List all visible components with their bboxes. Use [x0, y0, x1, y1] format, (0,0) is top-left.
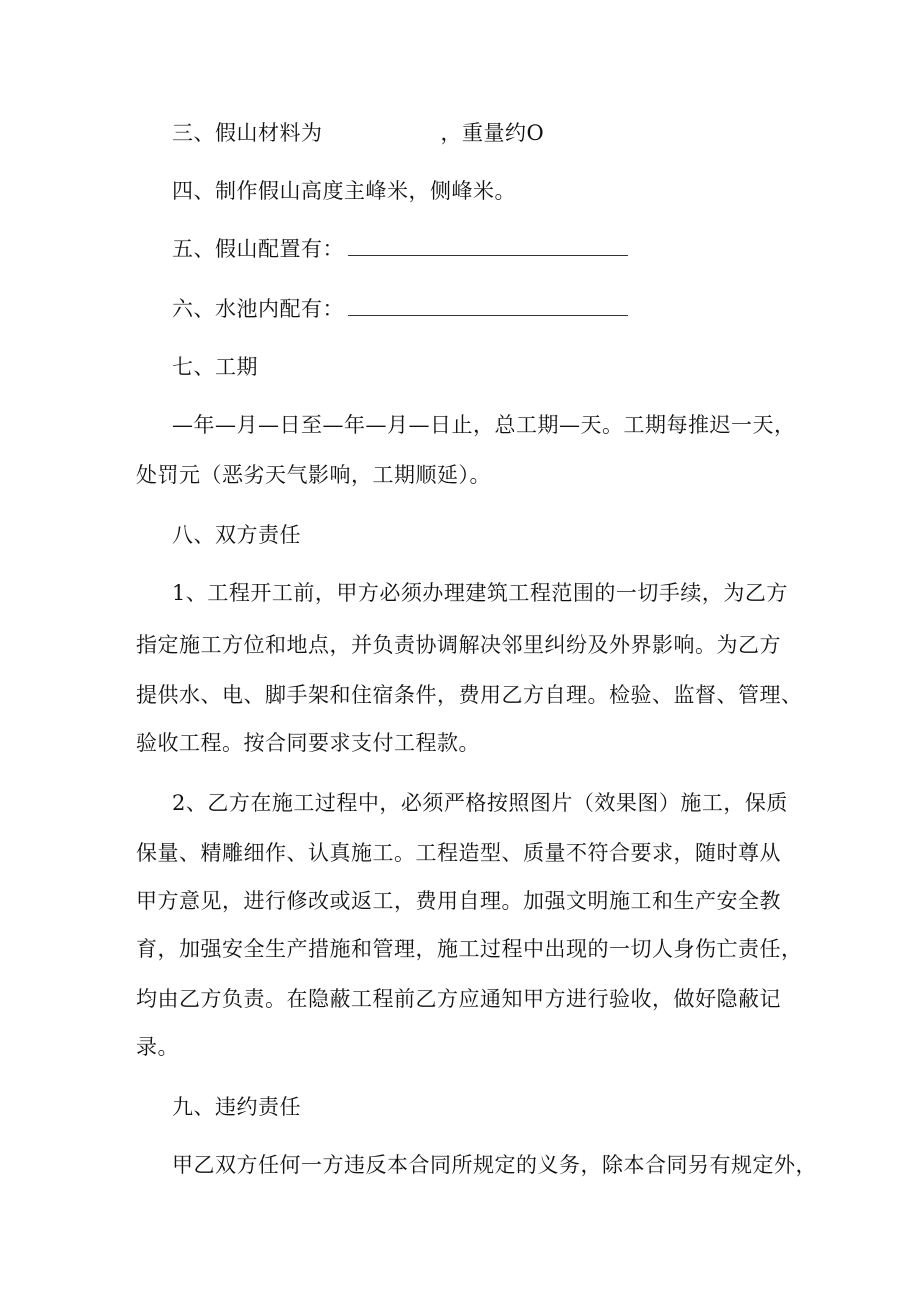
clause-2-line: 均由乙方负责。在隐蔽工程前乙方应通知甲方进行验收，做好隐蔽记 [136, 987, 781, 1011]
item-3-material [172, 120, 544, 146]
item-5-blank-line [348, 239, 628, 256]
item-7-line-2: 处罚元（恶劣天气影响，工期顺延）。 [136, 463, 491, 487]
item-5-label: 五、假山配置有： [172, 237, 344, 261]
item-6-blank-line [348, 299, 628, 316]
clause-2-line: 录。 [136, 1035, 179, 1059]
item-5-config [172, 236, 628, 262]
clause-2-line: 甲方意见，进行修改或返工，费用自理。加强文明施工和生产安全教 [136, 889, 781, 913]
item-9-line-1: 甲乙双方任何一方违反本合同所规定的义务，除本合同另有规定外， [172, 1153, 817, 1177]
clause-1-line: 指定施工方位和地点，并负责协调解决邻里纠纷及外界影响。为乙方 [136, 633, 781, 657]
item-6-pool [172, 296, 628, 322]
item-6-label: 六、水池内配有： [172, 297, 344, 321]
item-7-line-1: —年—月—日至—年—月—日止，总工期—天。工期每推迟一天， [172, 413, 796, 437]
item-4-height: 四、制作假山高度主峰米，侧峰米。 [172, 179, 516, 203]
item-3-suffix: ，重量约O [440, 121, 545, 145]
clause-2-line: 2、乙方在施工过程中，必须严格按照图片（效果图）施工，保质 [172, 791, 788, 815]
clause-1-line: 1、工程开工前，甲方必须办理建筑工程范围的一切手续，为乙方 [172, 581, 788, 605]
item-9-heading: 九、违约责任 [172, 1095, 301, 1119]
clause-2-line: 保量、精雕细作、认真施工。工程造型、质量不符合要求，随时尊从 [136, 841, 781, 865]
clause-1-line: 验收工程。按合同要求支付工程款。 [136, 731, 480, 755]
clause-1-line: 提供水、电、脚手架和住宿条件，费用乙方自理。检验、监督、管理、 [136, 683, 803, 707]
item-8-heading: 八、双方责任 [172, 523, 301, 547]
clause-2-line: 育，加强安全生产措施和管理，施工过程中出现的一切人身伤亡责任， [136, 937, 803, 961]
item-7-heading: 七、工期 [172, 355, 258, 379]
item-3-label: 三、假山材料为 [172, 121, 323, 145]
